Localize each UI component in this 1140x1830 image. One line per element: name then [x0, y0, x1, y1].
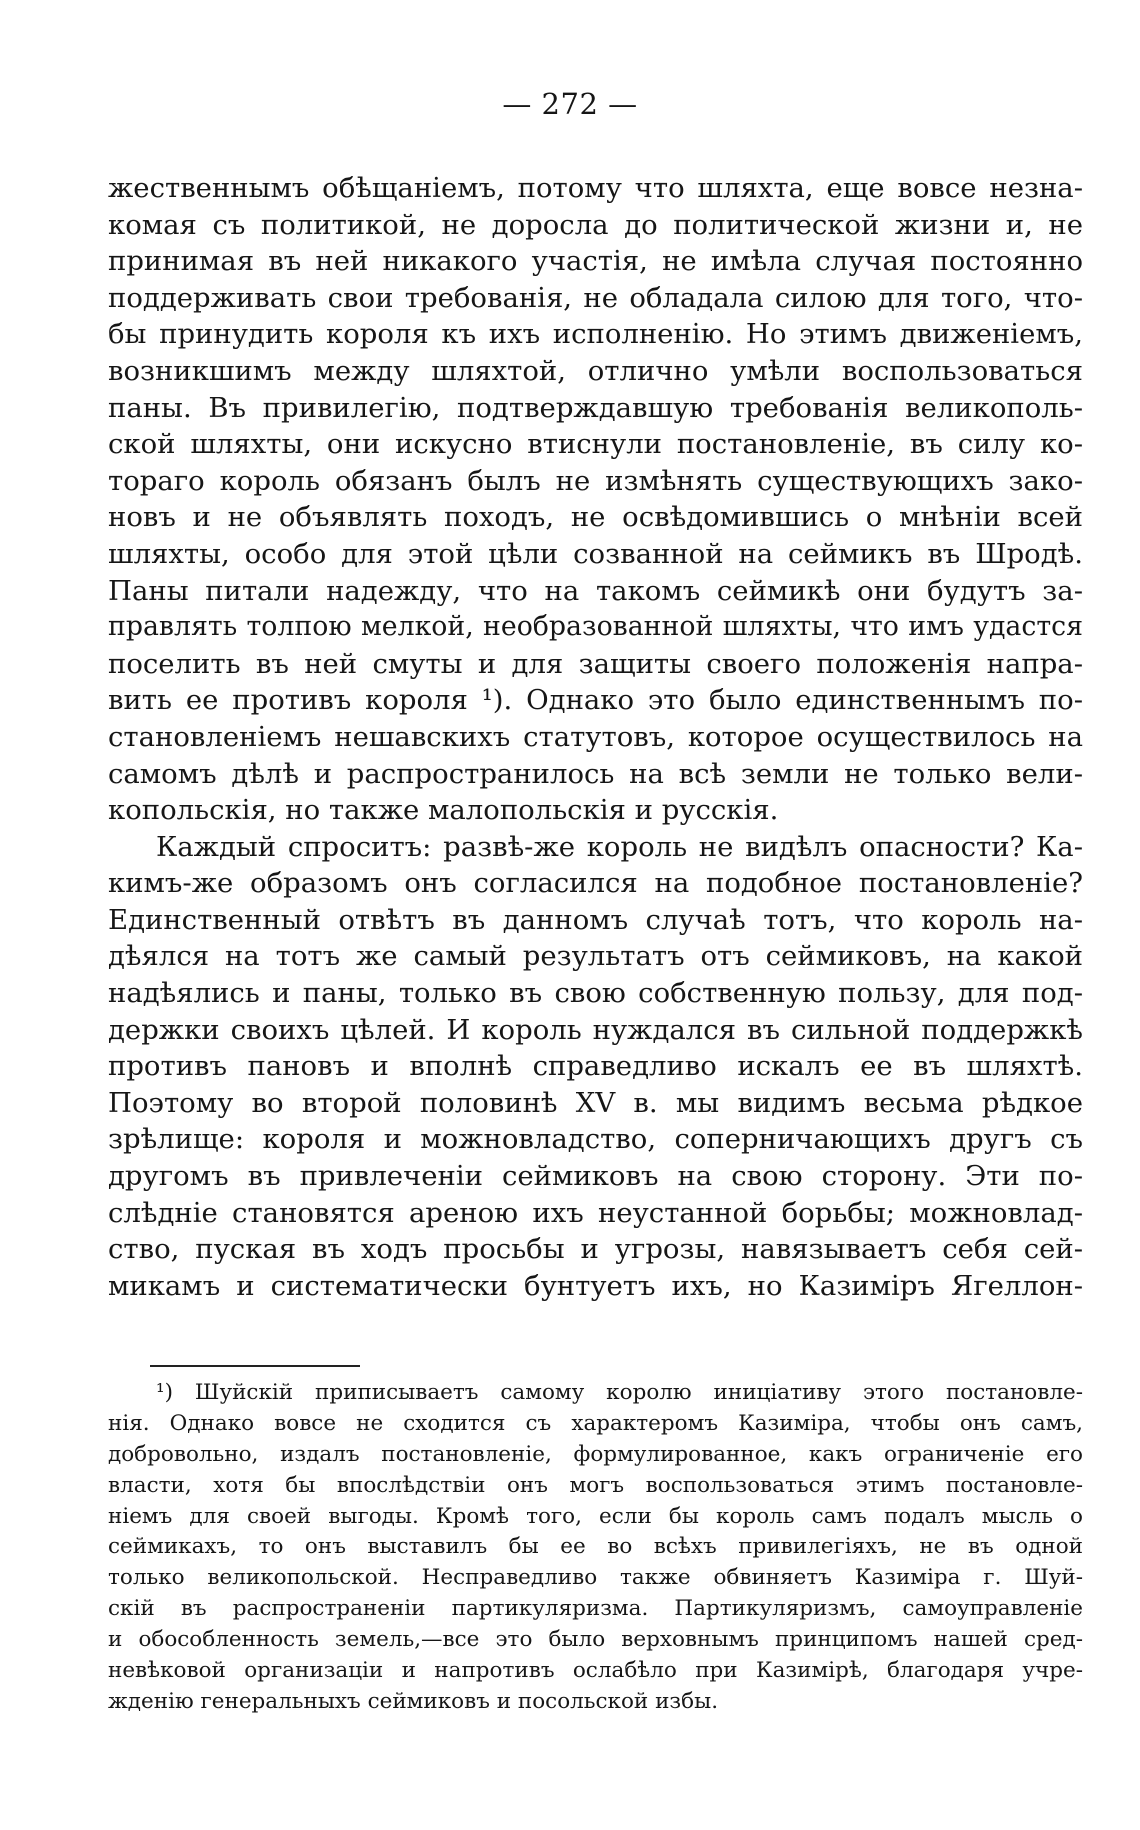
text-line: жественнымъ обѣщаніемъ, потому что шляхта, еще вовсе незна-	[108, 172, 1083, 204]
footnote-line: жденію генеральныхъ сеймиковъ и посольской избы.	[108, 1688, 719, 1714]
text-line: поселить въ ней смуты и для защиты своего положенія напра-	[108, 647, 1083, 680]
paragraph	[108, 829, 1083, 1305]
footnote-line: добровольно, издалъ постановленіе, формулированное, какъ ограниченіе его	[108, 1441, 1083, 1467]
text-line: надѣялись и паны, только въ свою собственную пользу, для под-	[108, 977, 1083, 1010]
text-line: бы принудить короля къ ихъ исполненію. Но этимъ движеніемъ,	[108, 318, 1083, 351]
text-line: зрѣлище: короля и можновладство, соперничающихъ другъ съ	[108, 1123, 1083, 1156]
footnote-line: скій въ распространеніи партикуляризма. Партикуляризмъ, самоуправленіе	[108, 1596, 1083, 1622]
text-line: правлять толпою мелкой, необразованной шляхты, что имъ удастся	[108, 611, 1083, 643]
text-line: тораго король обязанъ былъ не измѣнять существующихъ зако-	[108, 464, 1083, 497]
paragraph	[108, 170, 1083, 829]
text-line: другомъ въ привлеченіи сеймиковъ на свою сторону. Эти по-	[108, 1160, 1083, 1193]
text-line: слѣдніе становятся ареною ихъ неустанной борьбы; можновлад-	[108, 1196, 1083, 1229]
footnote-line: невѣковой организаціи и напротивъ ослабѣло при Казимірѣ, благодаря учре-	[108, 1658, 1083, 1684]
text-line: Единственный отвѣтъ въ данномъ случаѣ тотъ, что король на-	[108, 903, 1083, 936]
text-line: вить ее противъ короля ¹). Однако это было единственнымъ по-	[108, 684, 1083, 717]
text-line: возникшимъ между шляхтой, отлично умѣли воспользоваться	[108, 354, 1083, 387]
text-line: ство, пуская въ ходъ просьбы и угрозы, навязываетъ себя сей-	[108, 1233, 1083, 1266]
text-line: Каждый спроситъ: развѣ-же король не видѣлъ опасности? Ка-	[156, 830, 1083, 863]
text-line: кимъ-же образомъ онъ согласился на подобное постановленіе?	[108, 867, 1083, 900]
text-line: шляхты, особо для этой цѣли созванной на сеймикъ въ Шродѣ.	[108, 537, 1083, 570]
text-line: комая съ политикой, не доросла до политической жизни и, не	[108, 208, 1083, 241]
text-line: копольскія, но также малопольскія и русскія.	[108, 794, 779, 827]
text-line: новъ и не объявлять походъ, не освѣдомившись о мнѣніи всей	[108, 501, 1083, 534]
text-line: Поэтому во второй половинѣ XV в. мы видимъ весьма рѣдкое	[108, 1086, 1083, 1119]
footnote-line: ¹) Шуйскій приписываетъ самому королю иниціативу этого постановле-	[156, 1380, 1083, 1405]
text-line: противъ пановъ и вполнѣ справедливо искалъ ее въ шляхтѣ.	[108, 1050, 1083, 1083]
text-line: принимая въ ней никакого участія, не имѣла случая постоянно	[108, 245, 1083, 278]
footnote-line: и обособленность земель,—все это было верховнымъ принципомъ нашей сред-	[108, 1627, 1083, 1653]
text-line: поддерживать свои требованія, не обладала силою для того, что-	[108, 281, 1083, 314]
footnote-divider	[150, 1365, 360, 1367]
page-number: — 272 —	[502, 87, 638, 121]
text-line: Паны питали надежду, что на такомъ сеймикѣ они будутъ за-	[108, 574, 1083, 607]
footnote-line: нія. Однако вовсе не сходится съ характеромъ Казиміра, чтобы онъ самъ,	[108, 1410, 1083, 1436]
text-line: микамъ и систематически бунтуетъ ихъ, но Казиміръ Ягеллон-	[108, 1269, 1083, 1302]
main-text	[108, 170, 1083, 1304]
footnote-line: сеймикахъ, то онъ выставилъ бы ее во всѣхъ привилегіяхъ, не въ одной	[108, 1534, 1083, 1560]
text-line: становленіемъ нешавскихъ статутовъ, которое осуществилось на	[108, 720, 1083, 753]
footnote-line: ніемъ для своей выгоды. Кромѣ того, если бы король самъ подалъ мысль о	[108, 1503, 1083, 1529]
text-line: ской шляхты, они искусно втиснули постановленіе, въ силу ко-	[108, 428, 1083, 461]
footnote-line: власти, хотя бы впослѣдствіи онъ могъ воспользоваться этимъ постановле-	[108, 1472, 1083, 1498]
text-line: держки своихъ цѣлей. И король нуждался въ сильной поддержкѣ	[108, 1013, 1083, 1046]
text-line: самомъ дѣлѣ и распространилось на всѣ земли не только вели-	[108, 757, 1083, 790]
footnote-line: только великопольской. Несправедливо также обвиняетъ Казиміра г. Шуй-	[108, 1565, 1083, 1591]
text-line: паны. Въ привилегію, подтверждавшую требованія великополь-	[108, 391, 1083, 424]
text-line: дѣялся на тотъ же самый результатъ отъ сеймиковъ, на какой	[108, 940, 1083, 973]
footnote	[108, 1378, 1083, 1718]
